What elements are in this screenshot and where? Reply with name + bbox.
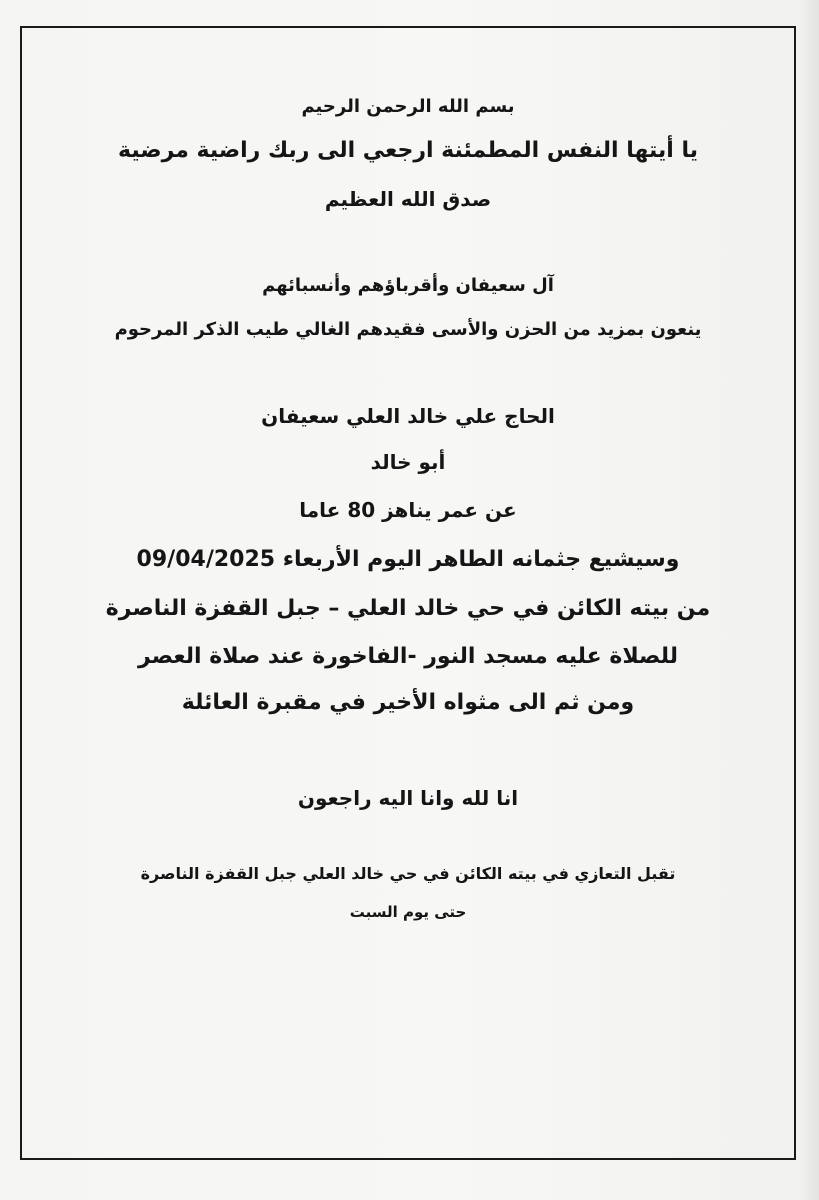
basmala: بسم الله الرحمن الرحيم bbox=[301, 96, 515, 117]
prayer-line: للصلاة عليه مسجد النور -الفاخورة عند صلاة العصر bbox=[138, 644, 678, 669]
family-name: آل سعيفان وأقرباؤهم وأنسبائهم bbox=[262, 275, 554, 296]
condolence-until: حتى يوم السبت bbox=[349, 903, 467, 921]
istirja-line: انا لله وانا اليه راجعون bbox=[297, 786, 519, 810]
condolence-place: تقبل التعازي في بيته الكائن في حي خالد العلي جبل القفزة الناصرة bbox=[140, 864, 676, 883]
age-line: عن عمر يناهز 80 عاما bbox=[299, 498, 517, 522]
deceased-kunya: أبو خالد bbox=[370, 450, 446, 474]
burial-line: ومن ثم الى مثواه الأخير في مقبرة العائلة bbox=[181, 690, 635, 715]
quran-verse: يا أيتها النفس المطمئنة ارجعي الى ربك راضية مرضية bbox=[118, 138, 698, 163]
deceased-name: الحاج علي خالد العلي سعيفان bbox=[261, 404, 555, 428]
funeral-date: 09/04/2025 bbox=[136, 547, 276, 572]
announcement-line: ينعون بمزيد من الحزن والأسى فقيدهم الغالي طيب الذكر المرحوم bbox=[114, 319, 702, 340]
obituary-notice bbox=[22, 28, 794, 1158]
funeral-origin: من بيته الكائن في حي خالد العلي – جبل القفزة الناصرة bbox=[105, 596, 711, 621]
funeral-line-text: وسيشيع جثمانه الطاهر اليوم الأربعاء bbox=[282, 547, 680, 572]
funeral-line bbox=[22, 549, 794, 571]
verse-closing: صدق الله العظيم bbox=[324, 187, 492, 211]
paper-shadow bbox=[799, 0, 819, 1200]
